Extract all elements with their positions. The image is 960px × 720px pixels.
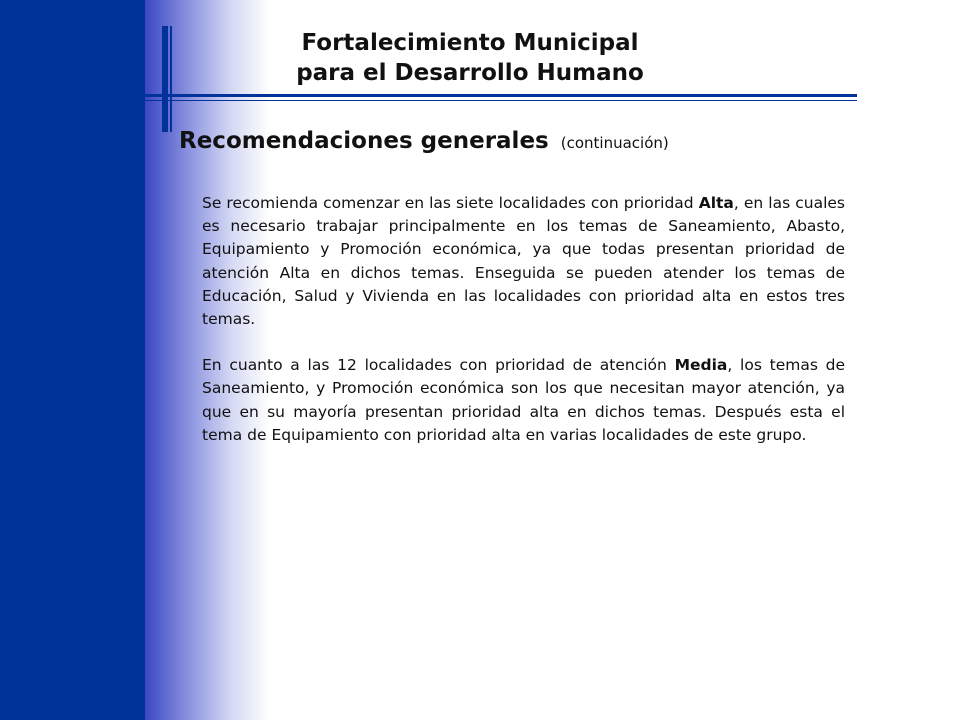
priority-alta: Alta [698,194,734,212]
left-blue-bar [0,0,145,720]
horizontal-accent-line [145,94,857,97]
priority-media: Media [674,356,728,375]
vertical-accent-line-thin [170,26,172,132]
paragraph-media: En cuanto a las 12 localidades con prioridad de atención Media, los temas de Saneamiento, y Promoción económica son los que necesitan mayor atención, ya que en su mayoría presentan prioridad alta en dichos temas. Después esta el tema de Equipamiento con prioridad alta en varias localidades de este grupo. [202,356,846,444]
horizontal-accent-line-thin [145,100,857,101]
body-text [202,192,845,470]
section-heading-text: Recomendaciones generales [179,128,549,154]
vertical-accent-line [162,26,168,132]
section-heading-note: (continuación) [560,134,669,152]
page-title [260,28,680,88]
title-line-1: Fortalecimiento Municipal [301,30,639,56]
section-heading [179,128,669,154]
paragraph-alta: Se recomienda comenzar en las siete localidades con prioridad Alta, en las cuales es necesario trabajar principalmente en los temas de Saneamiento, Abasto, Equipamiento y Promoción económica, ya que todas presentan prioridad de atención Alta en dichos temas. Enseguida se pueden atender los temas de Educación, Salud y Vivienda en las localidades con prioridad alta en estos tres temas. [202,194,845,329]
title-line-2: para el Desarrollo Humano [296,60,644,86]
